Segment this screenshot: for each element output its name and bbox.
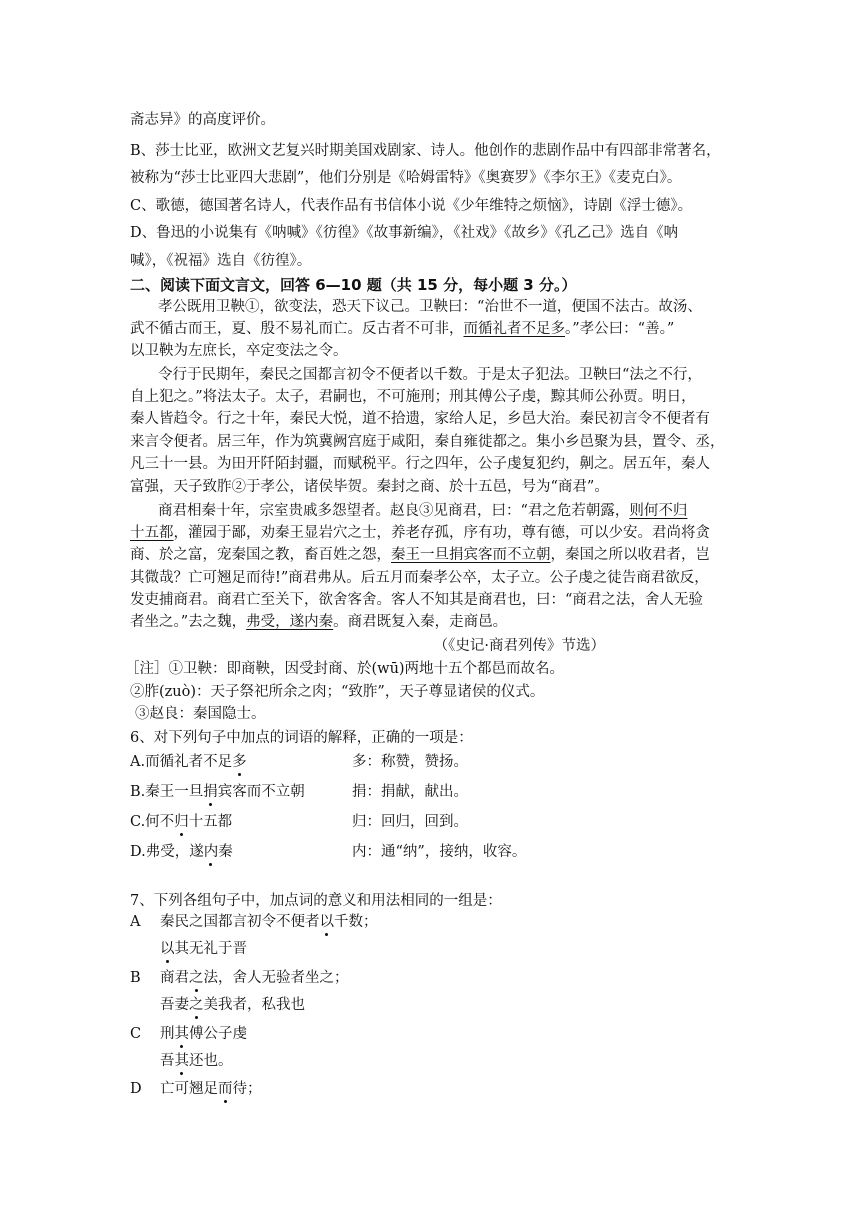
passage-line: 秦人皆趋令。行之十年，秦民大悦，道不拾遗，家给人足，乡邑大治。秦民初言令不便者有 xyxy=(130,411,710,427)
q6-option-c: C.何不归十五都 xyxy=(130,814,233,830)
q7-group-c-letter: C xyxy=(130,1026,142,1042)
q7-group-c-sentence-1: 刑其傅公子虔 xyxy=(160,1026,247,1042)
text-line: D、鲁迅的小说集有《呐喊》《彷徨》《故事新编》，《社戏》《故乡》《孔乙己》选自《呐 xyxy=(130,225,679,241)
passage-line: 武不循古而王，夏、殷不易礼而亡。反古者不可非，而循礼者不足多。”孝公曰：“善。” xyxy=(130,321,675,337)
q7-group-a-letter: A xyxy=(130,914,141,930)
underlined-phrase: 弗受，遂内秦 xyxy=(246,614,334,630)
text-line: 喊》，《祝福》选自《彷徨》。 xyxy=(130,253,312,269)
text-line: B、莎士比亚，欧洲文艺复兴时期美国戏剧家、诗人。他创作的悲剧作品中有四部非常著名， xyxy=(130,143,721,159)
passage-line: 发吏捕商君。商君亡至关下，欲舍客舍。客人不知其是商君也，曰：“商君之法，舍人无验 xyxy=(130,592,703,608)
q6-option-d: D.弗受，遂内秦 xyxy=(130,844,233,860)
q7-group-d-sentence-1: 亡可翘足而待； xyxy=(160,1081,262,1097)
text-line: 被称为“莎士比亚四大悲剧”，他们分别是《哈姆雷特》《奥赛罗》《李尔王》《麦克白》。 xyxy=(130,170,682,186)
passage-line: 自上犯之。”将法太子。太子，君嗣也，不可施刑；刑其傅公子虔，黥其师公孙贾。明日， xyxy=(130,389,696,405)
text-line: 斋志异》的高度评价。 xyxy=(130,112,275,128)
question-6-stem: 6、对下列句子中加点的词语的解释，正确的一项是： xyxy=(130,730,473,746)
passage-line: 者坐之。”去之魏，弗受，遂内秦。商君既复入秦，走商邑。 xyxy=(130,614,508,630)
q6-gloss-d: 内：通“纳”，接纳，收容。 xyxy=(352,844,527,860)
q7-group-d-letter: D xyxy=(130,1081,142,1097)
q7-group-c-sentence-2: 吾其还也。 xyxy=(160,1053,233,1069)
q7-group-b-sentence-1: 商君之法，舍人无验者坐之； xyxy=(160,970,349,986)
q6-gloss-c: 归：回归，回到。 xyxy=(352,814,468,830)
underlined-phrase: 则何不归 xyxy=(629,503,688,519)
passage-line: 来言令便者。居三年，作为筑冀阙宫庭于咸阳，秦自雍徙都之。集小乡邑聚为县，置令、丞， xyxy=(130,434,725,450)
passage-line: 孝公既用卫鞅①，欲变法，恐天下议己。卫鞅曰：“治世不一道，便国不法古。故汤、 xyxy=(158,299,702,315)
q7-group-b-sentence-2: 吾妻之美我者，私我也 xyxy=(160,997,305,1013)
q6-option-a: A.而循礼者不足多 xyxy=(130,754,247,770)
q7-group-b-letter: B xyxy=(130,970,141,986)
q7-group-a-sentence-2: 以其无礼于晋 xyxy=(160,941,247,957)
text-line: C、歌德，德国著名诗人，代表作品有书信体小说《少年维特之烦恼》，诗剧《浮士德》。 xyxy=(130,198,693,214)
passage-line: 商、於之富，宠秦国之教，畜百姓之怨，秦王一旦捐宾客而不立朝，秦国之所以收君者，岂 xyxy=(130,547,710,563)
underlined-phrase: 秦王一旦捐宾客而不立朝 xyxy=(391,547,551,563)
note-line: ③赵良：秦国隐士。 xyxy=(135,706,266,722)
passage-line: 商君相秦十年，宗室贵戚多怨望者。赵良③见商君，曰：“君之危若朝露，则何不归 xyxy=(158,503,688,519)
passage-line: 富强，天子致胙②于孝公，诸侯毕贺。秦封之商、於十五邑，号为“商君”。 xyxy=(130,479,609,495)
question-7-stem: 7、下列各组句子中，加点词的意义和用法相同的一组是： xyxy=(130,893,502,909)
q6-gloss-b: 捐：捐献，献出。 xyxy=(352,784,468,800)
q6-option-b: B.秦王一旦捐宾客而不立朝 xyxy=(130,784,305,800)
q7-group-a-sentence-1: 秦民之国都言初令不便者以千数； xyxy=(160,914,378,930)
note-line: ②胙(zuò)：天子祭祀所余之肉；“致胙”，天子尊显诸侯的仪式。 xyxy=(130,684,545,700)
underlined-phrase: 十五都 xyxy=(130,525,174,541)
underlined-phrase: 而循礼者不足多 xyxy=(463,321,565,337)
passage-line: 以卫鞅为左庶长，卒定变法之令。 xyxy=(130,343,348,359)
passage-line: 十五都，灌园于鄙，劝秦王显岩穴之士，养老存孤，序有功，尊有德，可以少安。君尚将贪 xyxy=(130,525,710,541)
passage-line: 其微哉？亡可翘足而待!”商君弗从。后五月而秦孝公卒，太子立。公子虔之徒告商君欲反， xyxy=(130,570,709,586)
passage-source: （《史记·商君列传》节选） xyxy=(433,638,605,654)
q6-gloss-a: 多：称赞，赞扬。 xyxy=(352,754,468,770)
passage-line: 凡三十一县。为田开阡陌封疆，而赋税平。行之四年，公子虔复犯约，劓之。居五年，秦人 xyxy=(130,456,710,472)
note-line: ［注］①卫鞅：即商鞅，因受封商、於(wū)两地十五个都邑而故名。 xyxy=(125,661,565,677)
section-title: 二、阅读下面文言文，回答 6—10 题（共 15 分，每小题 3 分。） xyxy=(130,276,577,294)
passage-line: 令行于民期年，秦民之国都言初令不便者以千数。于是太子犯法。卫鞅曰“法之不行， xyxy=(158,367,702,383)
